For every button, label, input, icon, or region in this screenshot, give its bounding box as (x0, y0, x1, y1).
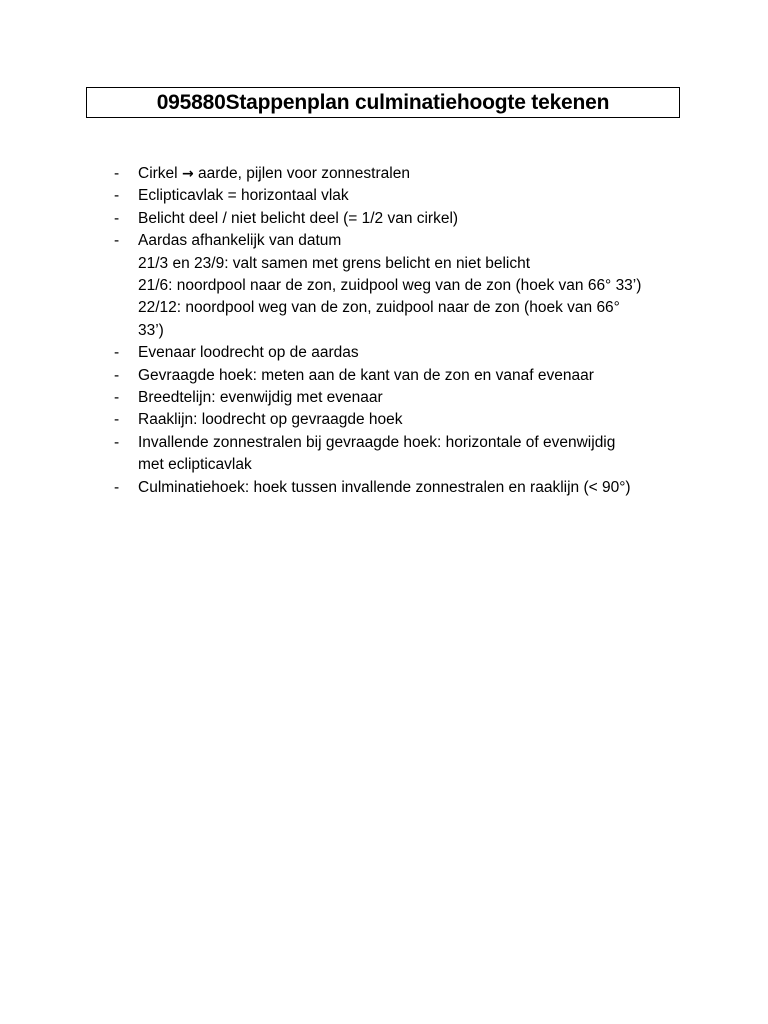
list-item-text: 33’) (138, 321, 164, 339)
item-text-part: aarde, pijlen voor zonnestralen (193, 165, 410, 182)
bullet-dash: - (114, 366, 120, 384)
list-item-text (138, 163, 698, 185)
list-item-text: 21/3 en 23/9: valt samen met grens belicht en niet belicht (138, 254, 531, 272)
document-title: 095880Stappenplan culminatiehoogte tekenen (156, 91, 610, 114)
list-item-text: 21/6: noordpool naar de zon, zuidpool weg van de zon (hoek van 66° 33’) (138, 277, 642, 295)
list-item (0, 477, 768, 499)
list-item (0, 365, 768, 387)
list-item (0, 230, 768, 342)
list-item-text: Evenaar loodrecht op de aardas (138, 344, 359, 362)
title-box (86, 87, 680, 118)
list-item-text: Eclipticavlak = horizontaal vlak (138, 187, 349, 205)
bullet-dash: - (114, 478, 120, 496)
list-item (0, 208, 768, 230)
bullet-dash: - (114, 389, 120, 407)
list-item (0, 163, 768, 185)
list-item-text: Invallende zonnestralen bij gevraagde hoek: horizontale of evenwijdig (138, 433, 616, 451)
right-arrow-icon: → (181, 166, 194, 182)
list-item-text: Belicht deel / niet belicht deel (= 1/2 van cirkel) (138, 209, 459, 227)
bullet-dash: - (114, 411, 120, 429)
list-item-text: met eclipticavlak (138, 456, 252, 474)
steps-list (0, 163, 768, 499)
list-item (0, 409, 768, 431)
list-item (0, 387, 768, 409)
list-item (0, 432, 768, 477)
list-item-text: Aardas afhankelijk van datum (138, 232, 342, 250)
item-text-part: Cirkel (138, 165, 178, 182)
list-item-text: Raaklijn: loodrecht op gevraagde hoek (138, 411, 403, 429)
bullet-dash: - (114, 344, 120, 362)
bullet-dash: - (114, 209, 120, 227)
list-item-text: Breedtelijn: evenwijdig met evenaar (138, 389, 383, 407)
list-item (0, 185, 768, 207)
list-item (0, 342, 768, 364)
bullet-dash: - (114, 232, 120, 250)
bullet-dash: - (114, 187, 120, 205)
list-item-text: Culminatiehoek: hoek tussen invallende zonnestralen en raaklijn (< 90°) (138, 478, 631, 496)
bullet-dash: - (114, 165, 120, 182)
list-item-text: Gevraagde hoek: meten aan de kant van de zon en vanaf evenaar (138, 366, 594, 384)
list-item-text: 22/12: noordpool weg van de zon, zuidpool naar de zon (hoek van 66° (138, 299, 620, 317)
bullet-dash: - (114, 433, 120, 451)
